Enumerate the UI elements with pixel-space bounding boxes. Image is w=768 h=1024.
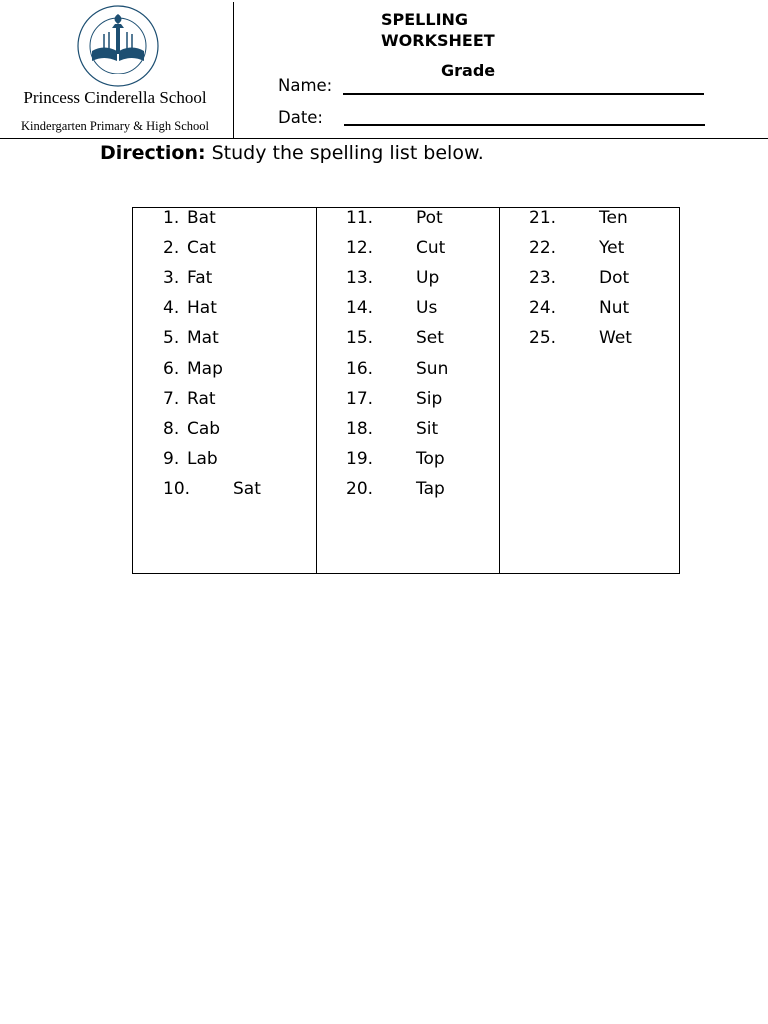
word-number: 19. bbox=[346, 448, 374, 469]
word-number: 3. bbox=[163, 268, 180, 289]
word-number: 15. bbox=[346, 328, 374, 349]
grade-label: Grade bbox=[441, 61, 496, 80]
word-number: 16. bbox=[346, 358, 374, 379]
column-divider bbox=[499, 208, 500, 573]
word-text: Wet bbox=[599, 328, 632, 349]
word-text: Dot bbox=[599, 268, 630, 289]
word-text: Tap bbox=[416, 478, 445, 499]
word-number: 18. bbox=[346, 418, 374, 439]
title-line-1: SPELLING bbox=[381, 10, 469, 29]
word-number: 21. bbox=[529, 208, 557, 228]
word-number: 24. bbox=[529, 298, 557, 319]
direction-instruction: Study the spelling list below. bbox=[205, 142, 484, 164]
word-number: 17. bbox=[346, 388, 374, 409]
direction-text bbox=[100, 142, 484, 164]
word-number: 4. bbox=[163, 298, 180, 319]
word-text: Lab bbox=[187, 448, 218, 469]
word-number: 5. bbox=[163, 328, 180, 349]
word-number: 7. bbox=[163, 388, 180, 409]
date-label: Date: bbox=[278, 108, 323, 127]
word-text: Sit bbox=[416, 418, 439, 439]
school-name: Princess Cinderella School bbox=[23, 88, 207, 107]
word-text: Hat bbox=[187, 298, 217, 319]
word-text: Rat bbox=[187, 388, 216, 409]
word-text: Sat bbox=[233, 478, 261, 499]
name-field[interactable] bbox=[343, 93, 704, 95]
word-number: 6. bbox=[163, 358, 180, 379]
word-number: 2. bbox=[163, 238, 180, 259]
header-divider-vertical bbox=[233, 2, 234, 138]
worksheet-title bbox=[381, 9, 495, 51]
word-number: 14. bbox=[346, 298, 374, 319]
school-header bbox=[0, 0, 233, 138]
word-text: Cab bbox=[187, 418, 221, 439]
word-number: 11. bbox=[346, 208, 374, 228]
word-text: Pot bbox=[416, 208, 443, 228]
name-label: Name: bbox=[278, 76, 333, 95]
word-text: Cat bbox=[187, 238, 216, 259]
column-divider bbox=[316, 208, 317, 573]
word-text: Fat bbox=[187, 268, 213, 289]
word-text: Sip bbox=[416, 388, 443, 409]
word-text: Set bbox=[416, 328, 444, 349]
school-subtitle: Kindergarten Primary & High School bbox=[21, 119, 209, 133]
word-text: Cut bbox=[416, 238, 446, 259]
word-number: 9. bbox=[163, 448, 180, 469]
word-text: Yet bbox=[599, 238, 625, 259]
word-number: 20. bbox=[346, 478, 374, 499]
word-number: 10. bbox=[163, 478, 191, 499]
school-logo bbox=[70, 4, 166, 88]
word-number: 23. bbox=[529, 268, 557, 289]
header-divider-horizontal bbox=[0, 138, 768, 139]
word-text: Us bbox=[416, 298, 438, 319]
word-text: Top bbox=[416, 448, 445, 469]
title-line-2: WORKSHEET bbox=[381, 31, 495, 50]
word-text: Ten bbox=[599, 208, 628, 228]
direction-label: Direction: bbox=[100, 142, 206, 164]
word-text: Map bbox=[187, 358, 223, 379]
spelling-word-table bbox=[132, 207, 680, 574]
word-text: Nut bbox=[599, 298, 630, 319]
word-number: 8. bbox=[163, 418, 180, 439]
word-text: Up bbox=[416, 268, 440, 289]
date-field[interactable] bbox=[344, 124, 705, 126]
word-number: 25. bbox=[529, 328, 557, 349]
word-text: Sun bbox=[416, 358, 449, 379]
word-text: Mat bbox=[187, 328, 219, 349]
word-number: 22. bbox=[529, 238, 557, 259]
word-number: 12. bbox=[346, 238, 374, 259]
word-text: Bat bbox=[187, 208, 216, 228]
word-number: 13. bbox=[346, 268, 374, 289]
word-number: 1. bbox=[163, 208, 180, 228]
